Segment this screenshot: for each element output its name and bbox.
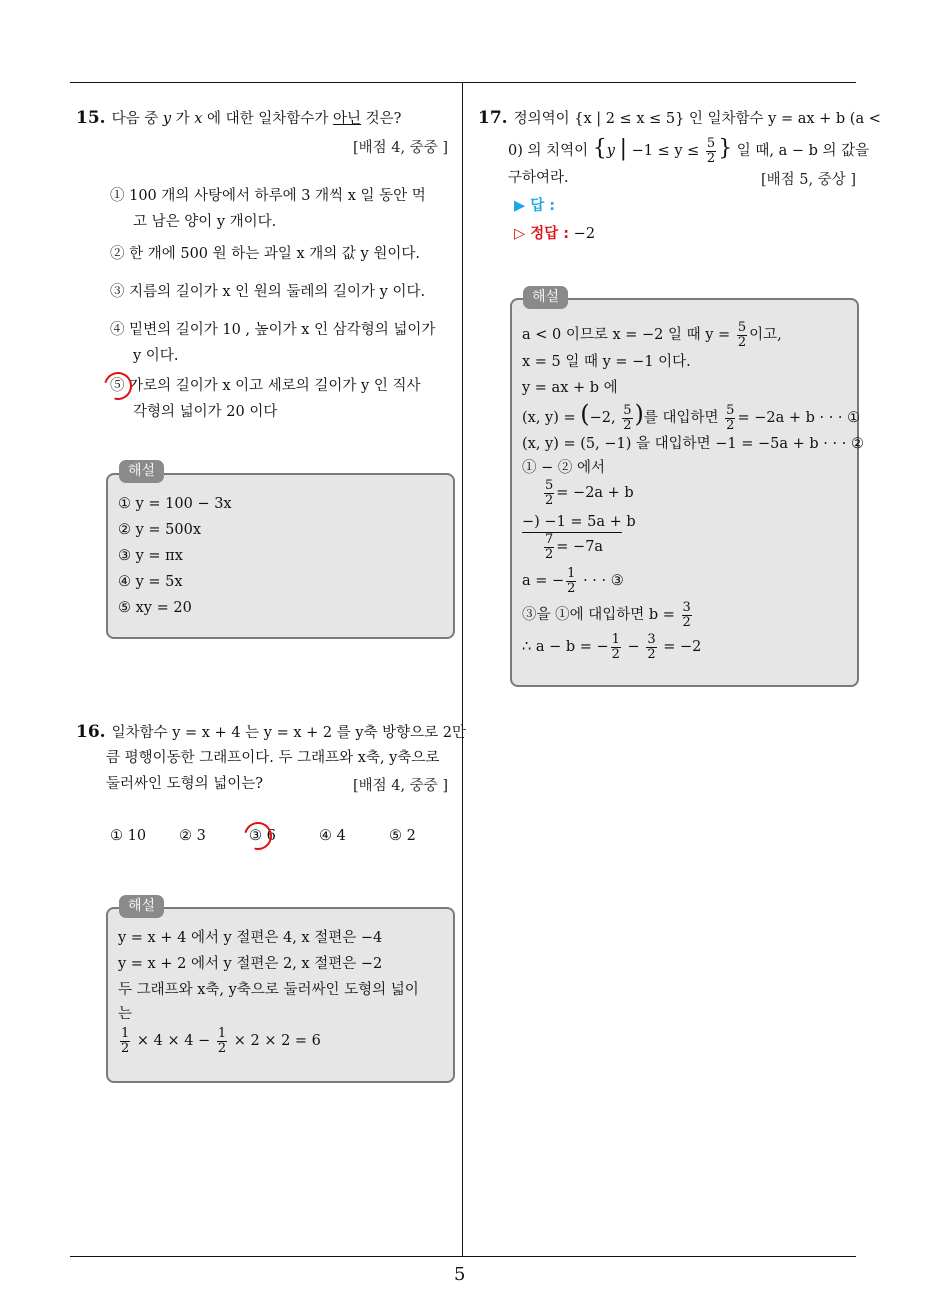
q16-option-3[interactable]: ③ 6	[249, 828, 276, 844]
bottom-rule	[70, 1256, 856, 1257]
q15-option-4-cont: y 이다.	[133, 348, 179, 364]
q16-option-5[interactable]: ⑤ 2	[389, 828, 416, 844]
q16-solution-line: y = x + 4 에서 y 절편은 4, x 절편은 −4	[118, 930, 383, 946]
top-rule	[70, 82, 856, 83]
q15-solution-line: ① y = 100 − 3x	[118, 496, 232, 512]
q17-sol-line: ③을 ①에 대입하면 b = $\frac{3}{2}$	[522, 599, 691, 630]
q17-question: 17. 정의역이 {x | 2 ≤ x ≤ 5} 인 일차함수 y = ax + b (a <	[478, 108, 881, 128]
q16-option-4[interactable]: ④ 4	[319, 828, 346, 844]
q17-question-cont: 0) 의 치역이 {y | −1 ≤ y ≤ $\frac{5}{2}$ } 일 때, a − b 의 값을	[508, 135, 870, 166]
q17-sol-line: −) −1 = 5a + b	[522, 512, 622, 533]
q17-question-cont: 구하여라.	[508, 170, 569, 186]
q16-meta: [배점 4, 중중 ]	[352, 778, 448, 794]
q15-option-4[interactable]: ④ 밑변의 길이가 10 , 높이가 x 인 삼각형의 넓이가	[110, 322, 436, 338]
q15-option-1-cont: 고 남은 양이 y 개이다.	[133, 214, 277, 230]
q16-solution-formula: $\frac{1}{2}$ × 4 × 4 − $\frac{1}{2}$ × 2 × 2 = 6	[121, 1025, 321, 1056]
q15-answer-mark	[99, 367, 137, 405]
q15-number: 15.	[76, 108, 106, 128]
q17-meta: [배점 5, 중상 ]	[760, 172, 856, 188]
q17-sol-line: x = 5 일 때 y = −1 이다.	[522, 354, 691, 370]
q16-solution-tab: 해설	[119, 895, 164, 918]
q15-option-5[interactable]: ⑤ 가로의 길이가 x 이고 세로의 길이가 y 인 직사	[110, 378, 421, 394]
q16-question-cont: 큼 평행이동한 그래프이다. 두 그래프와 x축, y축으로	[106, 750, 440, 766]
correct-label: ▷ 정답 :	[514, 226, 570, 242]
q16-solution-line: 두 그래프와 x축, y축으로 둘러싸인 도형의 넓이	[118, 982, 419, 998]
q17-solution-tab: 해설	[523, 286, 568, 309]
q17-sol-line: y = ax + b 에	[522, 380, 618, 396]
q17-sol-line: $\frac{7}{2}$ = −7a	[545, 531, 604, 562]
column-divider	[462, 82, 463, 1256]
q17-sol-line: (x, y) = (5, −1) 을 대입하면 −1 = −5a + b · · · ②	[522, 436, 864, 452]
q15-option-3[interactable]: ③ 지름의 길이가 x 인 원의 둘레의 길이가 y 이다.	[110, 284, 426, 300]
q16-solution-line: 는	[118, 1006, 133, 1022]
correct-value: −2	[573, 226, 596, 242]
page-number: 5	[454, 1264, 466, 1285]
q16-question: 16. 일차함수 y = x + 4 는 y = x + 2 를 y축 방향으로 2만	[76, 722, 467, 742]
q17-sol-line: $\frac{5}{2}$ = −2a + b	[545, 477, 634, 508]
q15-solution-line: ③ y = πx	[118, 548, 183, 564]
q16-option-2[interactable]: ② 3	[179, 828, 206, 844]
q17-sol-line: ∴ a − b = − $\frac{1}{2}$ − $\frac{3}{2}$ = −2	[522, 631, 702, 662]
q16-question-cont: 둘러싸인 도형의 넓이는?	[106, 776, 264, 792]
q17-sol-line: a = − $\frac{1}{2}$ · · · ③	[522, 565, 624, 596]
q15-solution-line: ② y = 500x	[118, 522, 202, 538]
q16-solution-line: y = x + 2 에서 y 절편은 2, x 절편은 −2	[118, 956, 383, 972]
q15-meta: [배점 4, 중중 ]	[352, 140, 448, 156]
q16-option-1[interactable]: ① 10	[110, 828, 147, 844]
q17-sol-line: (x, y) = (−2, $\frac{5}{2}$ )를 대입하면 $\frac{5}{2}$ = −2a + b · · · ①	[522, 400, 861, 433]
q17-correct-row	[514, 224, 595, 244]
q16-answer-mark	[239, 817, 277, 855]
q15-option-2[interactable]: ② 한 개에 500 원 하는 과일 x 개의 값 y 원이다.	[110, 246, 420, 262]
q15-solution-line: ④ y = 5x	[118, 574, 183, 590]
q15-solution-line: ⑤ xy = 20	[118, 600, 192, 616]
q16-number: 16.	[76, 722, 106, 742]
q17-number: 17.	[478, 108, 508, 128]
q15-option-5-cont: 각형의 넓이가 20 이다	[133, 404, 278, 420]
answer-label: ▶ 답 :	[514, 198, 556, 214]
q15-solution-tab: 해설	[119, 460, 164, 483]
q15-option-1[interactable]: ① 100 개의 사탕에서 하루에 3 개씩 x 일 동안 먹	[110, 188, 426, 204]
q15-question: 15. 다음 중 y 가 x 에 대한 일차함수가 아닌 것은?	[76, 108, 402, 128]
q17-sol-line: a < 0 이므로 x = −2 일 때 y = $\frac{5}{2}$ 이고,	[522, 319, 782, 350]
q17-answer-row	[514, 196, 555, 216]
q17-sol-line: ① − ② 에서	[522, 460, 605, 476]
